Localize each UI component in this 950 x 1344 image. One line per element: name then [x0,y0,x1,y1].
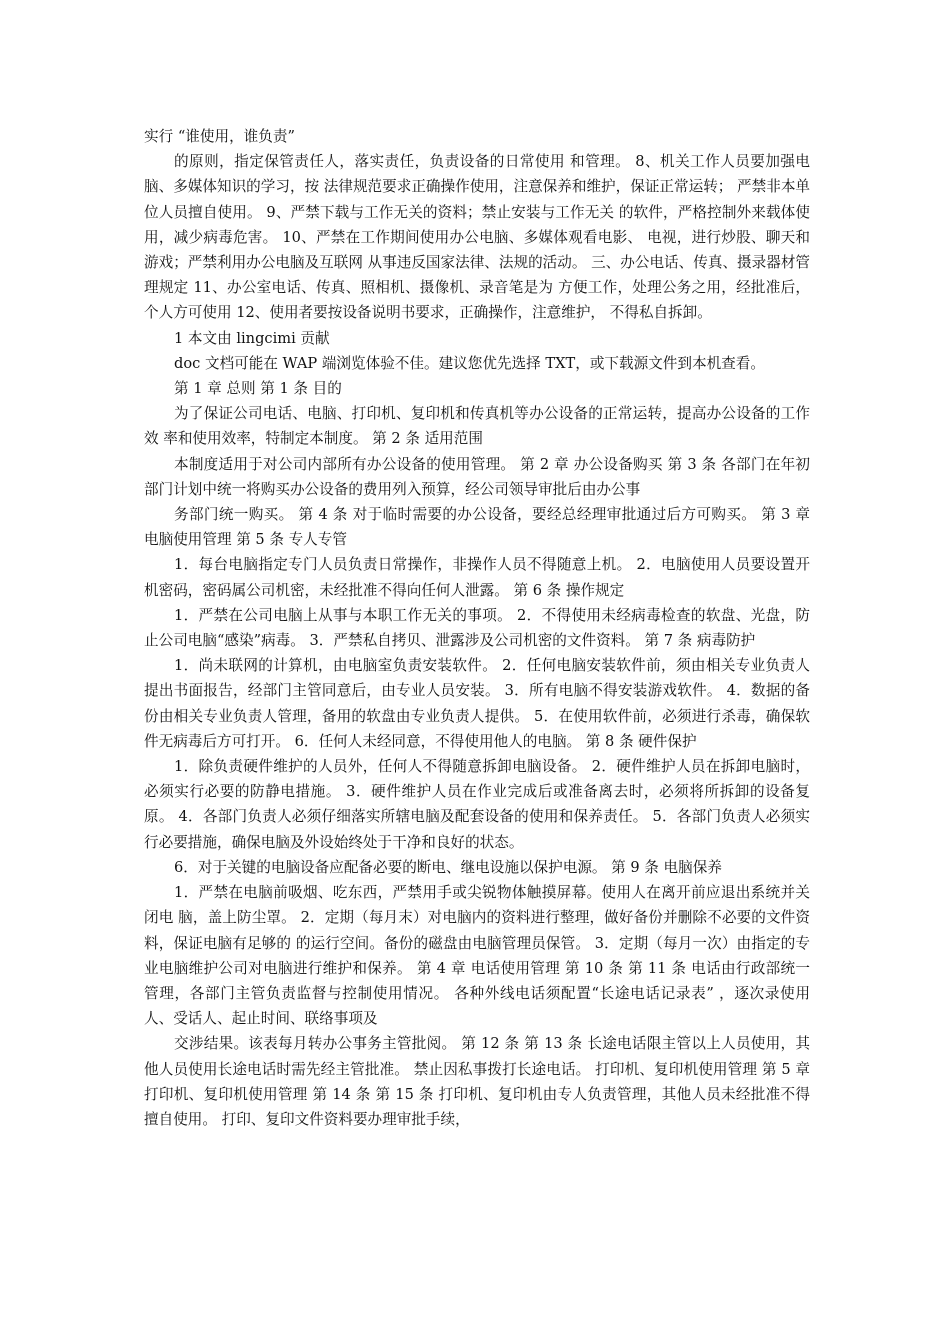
paragraph-4: doc 文档可能在 WAP 端浏览体验不佳。建议您优先选择 TXT，或下载源文件到本机查看。 [174,354,765,372]
paragraph-9: 1．每台电脑指定专门人员负责日常操作，非操作人员不得随意上机。 2．电脑使用人员要设置开机密码，密码属公司机密，未经批准不得向任何人泄露。 第 6 条 操作规定 [144,556,810,599]
paragraph-11: 1．尚未联网的计算机，由电脑室负责安装软件。 2．任何电脑安装软件前，须由相关专业负责人提出书面报告，经部门主管同意后，由专业人员安装。 3．所有电脑不得安装游戏软件。 4．数据的备份由相关专业负责人管理，备用的软盘由专业负责人提供。 5．在使用软件前，必须进行杀毒，确保软件无病毒后方可打开。 6．任何人未经同意，不得使用他人的电脑。 第 8 条 硬件保护 [144,657,810,750]
paragraph-2: 的原则，指定保管责任人，落实责任，负责设备的日常使用 和管理。 8、机关工作人员要加强电脑、多媒体知识的学习，按 法律规范要求正确操作使用，注意保养和维护，保证正常运转； 严禁非本单位人员擅自使用。 9、严禁下载与工作无关的资料；禁止安装与工作无关 的软件，严格控制外来载体使用，减少病毒危害。 10、严禁在工作期间使用办公电脑、多媒体观看电影、 电视，进行炒股、聊天和游戏；严禁利用办公电脑及互联网 从事违反国家法律、法规的活动。 三、办公电话、传真、摄录器材管理规定 11、办公室电话、传真、照相机、摄像机、录音笔是为 方便工作，处理公务之用，经批准后，个人方可使用 12、使用者要按设备说明书要求，正确操作，注意维护， 不得私自拆卸。 [144,153,811,322]
paragraph-13: 6．对于关键的电脑设备应配备必要的断电、继电设施以保护电源。 第 9 条 电脑保养 [174,858,722,876]
paragraph-15: 交涉结果。该表每月转办公事务主管批阅。 第 12 条 第 13 条 长途电话限主管以上人员使用，其他人员使用长途电话时需先经主管批准。 禁止因私事拨打长途电话。 打印机、复印机使用管理 第 5 章 打印机、复印机使用管理 第 14 条 第 15 条 打印机、复印机由专人负责管理，其他人员未经批准不得擅自使用。 打印、复印文件资料要办理审批手续， [144,1035,810,1128]
document-page [144,124,810,1132]
paragraph-10: 1．严禁在公司电脑上从事与本职工作无关的事项。 2．不得使用未经病毒检查的软盘、光盘，防止公司电脑“感染”病毒。 3．严禁私自拷贝、泄露涉及公司机密的文件资料。 第 7 条 病毒防护 [144,606,810,650]
paragraph-8: 务部门统一购买。 第 4 条 对于临时需要的办公设备，要经总经理审批通过后方可购买。 第 3 章 电脑使用管理 第 5 条 专人专管 [144,506,810,549]
paragraph-5: 第 1 章 总则 第 1 条 目的 [174,380,342,398]
paragraph-14: 1．严禁在电脑前吸烟、吃东西，严禁用手或尖锐物体触摸屏幕。使用人在离开前应退出系统并关闭电 脑，盖上防尘罩。 2．定期（每月末）对电脑内的资料进行整理，做好备份并删除不必要的文件资料，保证电脑有足够的 的运行空间。备份的磁盘由电脑管理员保管。 3．定期（每月一次）由指定的专业电脑维护公司对电脑进行维护和保养。 第 4 章 电话使用管理 第 10 条 第 11 条 电话由行政部统一管理，各部门主管负责监督与控制使用情况。 各种外线电话须配置“长途电话记录表” ，逐次录使用人、受话人、起止时间、联络事项及 [144,884,810,1028]
paragraph-6: 为了保证公司电话、电脑、打印机、复印机和传真机等办公设备的正常运转，提高办公设备的工作效 率和使用效率，特制定本制度。 第 2 条 适用范围 [144,405,810,448]
paragraph-12: 1．除负责硬件维护的人员外，任何人不得随意拆卸电脑设备。 2．硬件维护人员在拆卸电脑时，必须实行必要的防静电措施。 3．硬件维护人员在作业完成后或准备离去时，必须将所拆卸的设备复原。 4．各部门负责人必须仔细落实所辖电脑及配套设备的使用和保养责任。 5．各部门负责人必须实行必要措施，确保电脑及外设始终处于干净和良好的状态。 [144,758,810,851]
paragraph-1: 实行 “谁使用，谁负责” [144,128,295,145]
paragraph-3: 1 本文由 lingcimi 贡献 [174,329,330,347]
paragraph-7: 本制度适用于对公司内部所有办公设备的使用管理。 第 2 章 办公设备购买 第 3 条 各部门在年初部门计划中统一将购买办公设备的费用列入预算，经公司领导审批后由办公事 [144,455,810,498]
